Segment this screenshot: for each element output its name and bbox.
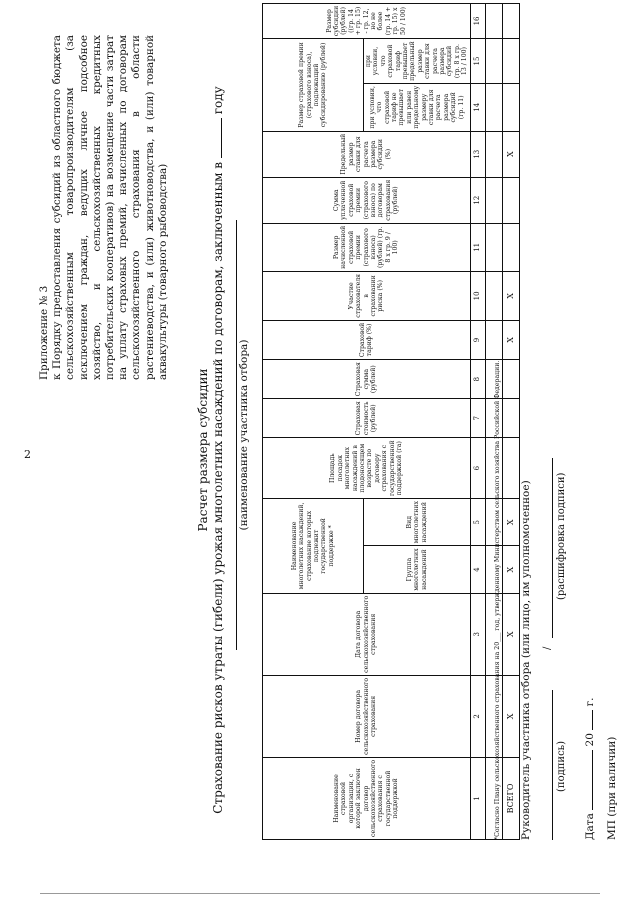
signature-slash: / <box>542 646 553 650</box>
year-blank <box>210 118 222 158</box>
header-premium-within-limit: при условии, что страховой тариф не превышает или равен предельному размеру ставки для расчета размера субсидий (гр. 11) <box>364 83 471 131</box>
header-contract-date: Дата договора сельскохозяйственного страхования <box>263 593 471 675</box>
subtitle-part-a: Страхование рисков утраты (гибели) урожая многолетних насаждений по договорам, заключенным в <box>211 161 225 814</box>
empty-cell <box>485 131 502 177</box>
column-number: 12 <box>470 177 485 223</box>
total-row-label: ВСЕГО <box>502 757 519 839</box>
empty-cell <box>485 83 502 131</box>
column-number: 14 <box>470 83 485 131</box>
page-number: 2 <box>24 448 31 461</box>
stamp-place: МП (при наличии) <box>606 736 618 840</box>
column-number: 5 <box>470 499 485 546</box>
date-year-prefix: 20 <box>584 733 596 747</box>
header-insurer: Наименование страховой организации, с которой заключен договор сельскохозяйственного страхования с государственной поддержкой <box>263 757 471 839</box>
total-cell <box>502 399 519 438</box>
signature-line <box>552 690 553 840</box>
year-blank-short <box>592 710 593 730</box>
column-number: 9 <box>470 320 485 359</box>
header-insured-value: Страховая стоимость (рублей) <box>263 399 471 438</box>
column-number: 10 <box>470 271 485 320</box>
column-number: 13 <box>470 131 485 177</box>
empty-cell <box>485 3 502 38</box>
date-label: Дата <box>584 813 596 840</box>
total-cell <box>502 39 519 84</box>
decode-line <box>552 458 553 638</box>
column-number: 4 <box>470 546 485 593</box>
total-cell: Х <box>502 499 519 546</box>
header-accrued-premium: Размер начисленной страховой премии (страхового взноса) (рублей) (гр. 8 х гр. 9 / 100) <box>263 223 471 271</box>
header-contract-number: Номер договора сельскохозяйственного страхования <box>263 675 471 757</box>
appendix-block <box>38 35 170 380</box>
total-cell <box>502 3 519 38</box>
total-cell <box>502 83 519 131</box>
empty-cell <box>485 320 502 359</box>
bottom-rule <box>40 893 600 894</box>
appendix-title: Приложение № 3 <box>38 285 50 380</box>
empty-cell <box>485 271 502 320</box>
decode-caption: (расшифровка подписи) <box>556 472 567 600</box>
header-plantings-group-name: Группа многолетних насаждений <box>364 546 471 593</box>
appendix-text: к Порядку предоставления субсидий из областного бюджета сельскохозяйственным товаропроизводителям (за исключением граждан, ведущих личное подсобное хозяйство, и сельскохозяйственных кредитных потребительских кооперативов) на возмещение части затрат на уплату страховых премий, начисленных по договорам сельскохозяйственного страхования в области растениеводства, и (или) животноводства, и (или) товарной аквакультуры (товарного рыбоводства) <box>51 35 169 380</box>
total-cell: Х <box>502 593 519 675</box>
header-participation: Участие страхователя в страховании риска (%) <box>263 271 471 320</box>
header-paid-premium: Сумма уплаченной страховой премии (страхового взноса) по договорам страхования (рублей) <box>263 177 471 223</box>
total-cell: Х <box>502 320 519 359</box>
date-blank <box>592 750 593 810</box>
column-number: 15 <box>470 39 485 84</box>
calculation-title: Расчет размера субсидии <box>196 368 210 532</box>
header-tariff: Страховой тариф (%) <box>263 320 471 359</box>
header-subsidy-amount: Размер субсидии (рублей) ((гр. 14 + гр. 15) - гр. 12, но не более (гр. 14 + гр. 15) х 50 / 100) <box>263 3 471 38</box>
column-number: 6 <box>470 438 485 499</box>
column-number: 7 <box>470 399 485 438</box>
header-premium-over-limit: при условии, что страховой тариф превышает предельный размер ставки для расчета размера субсидий (гр. 8 х гр. 13 / 100) <box>364 39 471 84</box>
header-insured-sum: Страховая сумма (рублей) <box>263 360 471 399</box>
column-number: 3 <box>470 593 485 675</box>
header-subsidized-premium-group: Размер страховой премии (страхового взноса), подлежащий субсидированию (рублей) <box>263 39 364 132</box>
column-number: 11 <box>470 223 485 271</box>
empty-cell <box>485 39 502 84</box>
empty-cell <box>485 223 502 271</box>
total-cell <box>502 438 519 499</box>
column-number: 2 <box>470 675 485 757</box>
subsidy-table <box>262 3 520 840</box>
header-rate-limit: Предельный размер ставки для расчета размера субсидии (%) <box>263 131 471 177</box>
empty-cell <box>485 177 502 223</box>
total-cell: Х <box>502 271 519 320</box>
total-cell <box>502 360 519 399</box>
subtitle-part-b: году <box>211 86 225 115</box>
calculation-subtitle <box>210 40 225 860</box>
total-cell: Х <box>502 546 519 593</box>
header-plantings-type: Вид многолетних насаждений <box>364 499 471 546</box>
org-name-line <box>236 220 237 650</box>
column-number: 8 <box>470 360 485 399</box>
signature-head: Руководитель участника отбора (или лицо, им уполномоченное) <box>520 480 532 840</box>
column-number: 1 <box>470 757 485 839</box>
total-cell: Х <box>502 675 519 757</box>
header-plantings-group: Наименование многолетних насаждений, страхование которых подлежит государственной поддержке * <box>263 499 364 594</box>
header-area: Площадь посадок многолетних насаждений в плодоносящем возрасте по договору страхования с государственной поддержкой (га) <box>263 438 471 499</box>
total-cell <box>502 177 519 223</box>
column-number: 16 <box>470 3 485 38</box>
total-cell: Х <box>502 131 519 177</box>
total-cell <box>502 223 519 271</box>
org-name-caption: (наименование участника отбора) <box>238 339 250 531</box>
signature-caption: (подпись) <box>556 740 567 792</box>
date-year-suffix: г. <box>584 697 596 707</box>
date-line <box>584 698 596 840</box>
footnote: *Согласно Плану сельскохозяйственного страхования на 20___ год, утвержденному Министерством сельского хозяйства Российской Федерации. <box>494 360 501 840</box>
